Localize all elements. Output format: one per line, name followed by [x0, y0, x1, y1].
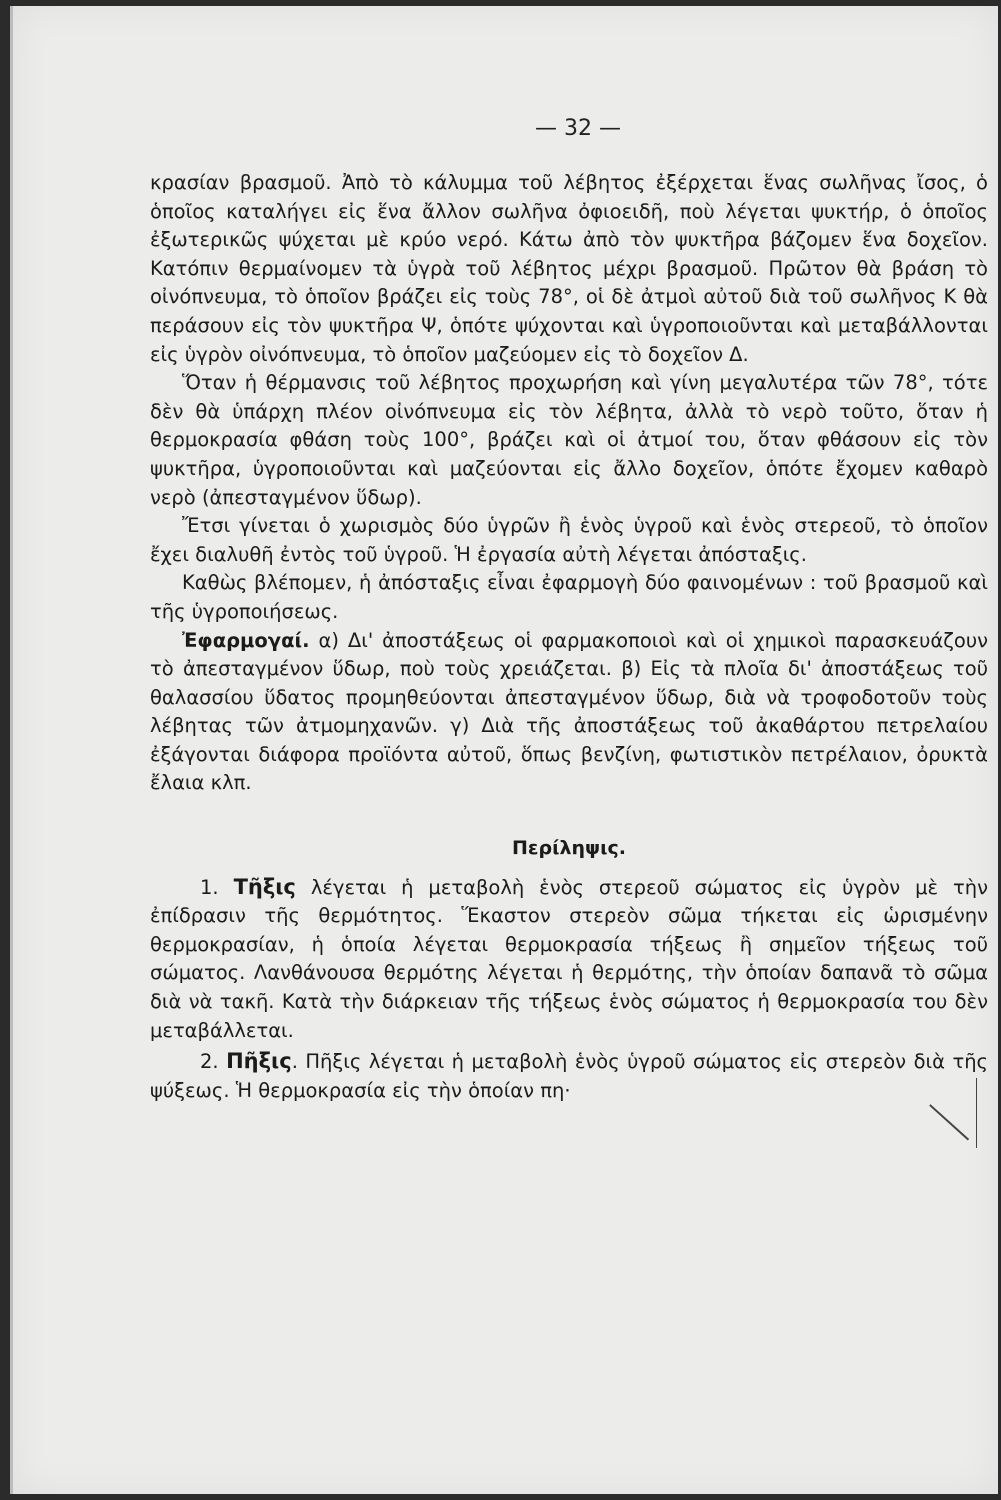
- pen-mark-line: [938, 1078, 977, 1148]
- summary-item-freezing: [150, 1047, 988, 1105]
- paragraph-separation: Ἔτσι γίνεται ὁ χωρισμὸς δύο ὑγρῶν ἢ ἑνὸς ὑγροῦ καὶ ἑνὸς στερεοῦ, τὸ ὁποῖον ἔχει διαλυθῆ ἐντὸς τοῦ ὑγροῦ. Ἡ ἐργασία αὐτὴ λέγεται ἀπόσταξις.: [150, 514, 988, 566]
- summary-item-melting: [150, 873, 988, 1046]
- applications-text: α) Δι' ἀποστάξεως οἱ φαρμακοποιοὶ καὶ οἱ χημικοὶ παρασκευάζουν τὸ ἀπεσταγμένον ὕδωρ, ποὺ τοὺς χρειάζεται. β) Εἰς τὰ πλοῖα δι' ἀποστάξεως τοῦ θαλασσίου ὕδατος προμηθεύονται ἀπεσταγμένον ὕδωρ, διὰ νὰ τροφοδοτοῦν τοὺς λέβητας τῶν ἀτμομηχανῶν. γ) Διὰ τῆς ἀποστάξεως τοῦ ἀκαθάρτου πετρελαίου ἐξάγονται διάφορα προϊόντα αὐτοῦ, ὅπως βενζίνη, φωτιστικὸν πετρέλαιον, ὀρυκτὰ ἔλαια κλπ.: [150, 628, 988, 795]
- summary-item-number: 1.: [200, 875, 219, 899]
- page-body: [150, 169, 988, 1105]
- summary-term-melting: Τῆξις: [233, 874, 296, 899]
- summary-text-freezing: . Πῆξις λέγεται ἡ μεταβολὴ ἑνὸς ὑγροῦ σώματος εἰς στερεὸν διὰ τῆς ψύξεως. Ἡ θερμοκρασία εἰς τὴν ὁποίαν πη·: [150, 1050, 988, 1102]
- summary-text-melting: λέγεται ἡ μεταβολὴ ἑνὸς στερεοῦ σώματος εἰς ὑγρὸν μὲ τὴν ἐπίδρασιν τῆς θερμότητος. Ἕκαστον στερεὸν σῶμα τήκεται εἰς ὡρισμένην θερμοκρασίαν, ἡ ὁποία λέγεται θερμοκρασία τήξεως ἢ σημεῖον τήξεως τοῦ σώματος. Λανθάνουσα θερμότης λέγεται ἡ θερμότης, τὴν ὁποίαν δαπανᾶ τὸ σῶμα διὰ νὰ τακῆ. Κατὰ τὴν διάρκειαν τῆς τήξεως ἑνὸς σώματος ἡ θερμοκρασία του δὲν μεταβάλλεται.: [150, 875, 989, 1042]
- paragraph-phenomena: Καθὼς βλέπομεν, ἡ ἀπόσταξις εἶναι ἐφαρμογὴ δύο φαινομένων : τοῦ βρασμοῦ καὶ τῆς ὑγροποιήσεως.: [150, 571, 988, 623]
- section-title-summary: Περίληψις.: [512, 837, 626, 860]
- paragraph-water-boiling: Ὅταν ἡ θέρμανσις τοῦ λέβητος προχωρήση καὶ γίνη μεγαλυτέρα τῶν 78°, τότε δὲν θὰ ὑπάρχη πλέον οἰνόπνευμα εἰς τὸν λέβητα, ἀλλὰ τὸ νερὸ τοῦτο, ὅταν ἡ θερμοκρασία φθάση τοὺς 100°, βράζει καὶ οἱ ἀτμοί του, ὅταν φθάσουν εἰς τὸν ψυκτῆρα, ὑγροποιοῦνται καὶ μαζεύονται εἰς ἄλλο δοχεῖον, ὁπότε ἔχομεν καθαρὸ νερὸ (ἀπεσταγμένον ὕδωρ).: [150, 371, 988, 509]
- applications-heading: Ἐφαρμογαί.: [182, 628, 310, 652]
- page-number: — 32 —: [535, 116, 621, 141]
- book-page: [10, 6, 998, 1494]
- paragraph-applications: [150, 627, 988, 799]
- summary-item-number: 2.: [200, 1050, 219, 1074]
- paragraph-distillation-process: κρασίαν βρασμοῦ. Ἀπὸ τὸ κάλυμμα τοῦ λέβητος ἐξέρχεται ἕνας σωλῆνας ἴσος, ὁ ὁποῖος καταλήγει εἰς ἕνα ἄλλον σωλῆνα ὀφιοειδῆ, ποὺ λέγεται ψυκτήρ, ὁ ὁποῖος ἐξωτερικῶς ψύχεται μὲ κρύο νερό. Κάτω ἀπὸ τὸν ψυκτῆρα βάζομεν ἕνα δοχεῖον. Κατόπιν θερμαίνομεν τὰ ὑγρὰ τοῦ λέβητος μέχρι βρασμοῦ. Πρῶτον θὰ βράση τὸ οἰνόπνευμα, τὸ ὁποῖον βράζει εἰς τοὺς 78°, οἱ δὲ ἀτμοὶ αὐτοῦ διὰ τοῦ σωλῆνος Κ θὰ περάσουν εἰς τὸν ψυκτῆρα Ψ, ὁπότε ψύχονται καὶ ὑγροποιοῦνται καὶ μεταβάλλονται εἰς ὑγρὸν οἰνόπνευμα, τὸ ὁποῖον μαζεύομεν εἰς τὸ δοχεῖον Δ.: [150, 171, 988, 366]
- summary-term-freezing: Πῆξις: [226, 1049, 292, 1074]
